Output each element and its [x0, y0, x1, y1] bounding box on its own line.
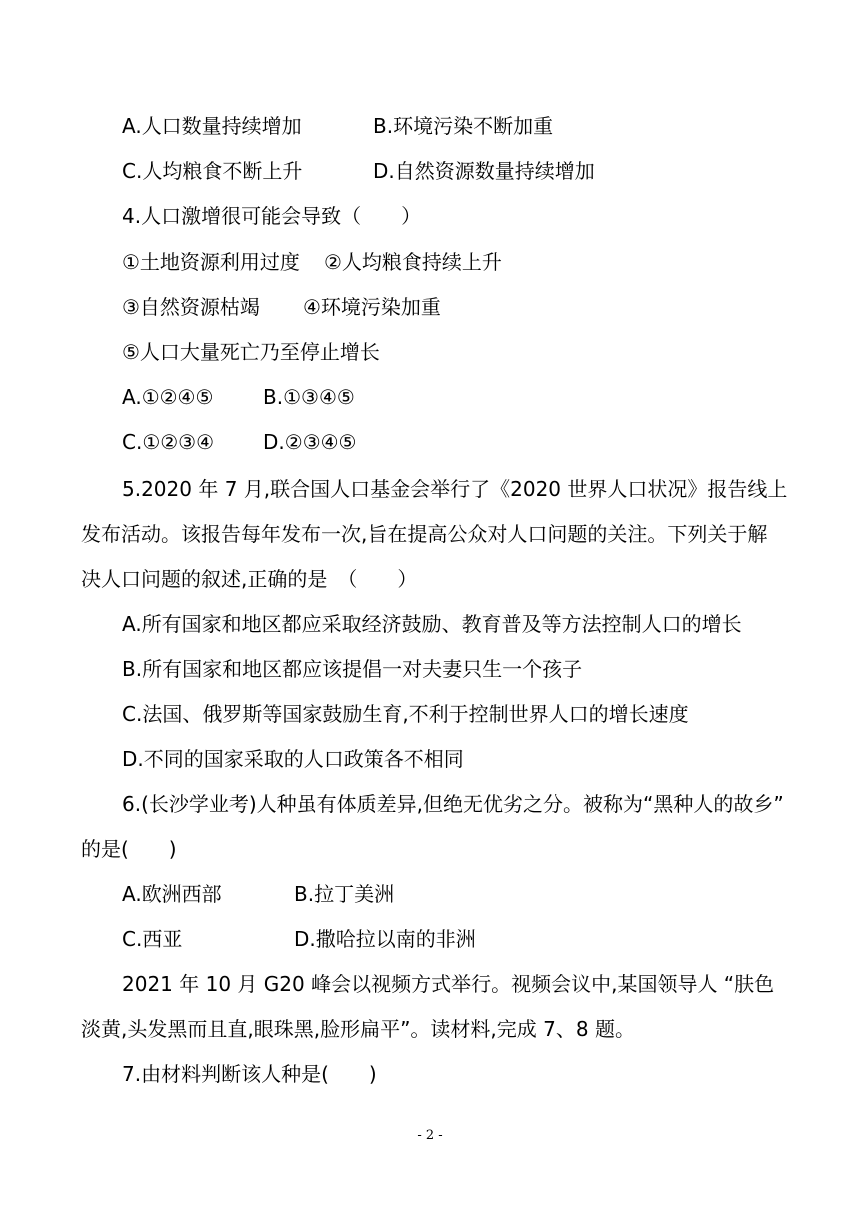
q4-option-row-2	[122, 428, 357, 456]
q5-option-b: B.所有国家和地区都应该提倡一对夫妻只生一个孩子	[122, 657, 583, 681]
q3-option-c: C.人均粮食不断上升	[122, 159, 303, 183]
q4-item-1: ①土地资源利用过度	[122, 250, 300, 274]
q4-item-4: ④环境污染加重	[303, 295, 441, 319]
q5-option-c: C.法国、俄罗斯等国家鼓励生育,不利于控制世界人口的增长速度	[122, 702, 689, 726]
q6-option-b: B.拉丁美洲	[294, 882, 395, 906]
q3-option-row-2	[122, 157, 595, 185]
q7-stem: 7.由材料判断该人种是( )	[122, 1062, 377, 1086]
q4-option-c: C.①②③④	[122, 430, 215, 454]
q4-option-a: A.①②④⑤	[122, 385, 214, 409]
material-line-2: 淡黄,头发黑而且直,眼珠黑,脸形扁平”。读材料,完成 7、8 题。	[81, 1017, 635, 1041]
material-line-1: 2021 年 10 月 G20 峰会以视频方式举行。视频会议中,某国领导人 “肤色	[122, 972, 775, 996]
q4-items-row-1	[122, 248, 502, 276]
q6-stem-line-1: 6.(长沙学业考)人种虽有体质差异,但绝无优劣之分。被称为“黑种人的故乡”	[122, 792, 784, 816]
q4-option-row-1	[122, 383, 355, 411]
q6-option-row-1	[122, 880, 395, 908]
q4-option-d: D.②③④⑤	[263, 430, 357, 454]
q3-option-d: D.自然资源数量持续增加	[373, 159, 595, 183]
q6-stem-line-2: 的是( )	[81, 837, 177, 861]
q5-option-a: A.所有国家和地区都应采取经济鼓励、教育普及等方法控制人口的增长	[122, 612, 742, 636]
q3-option-b: B.环境污染不断加重	[373, 114, 554, 138]
q4-item-3: ③自然资源枯竭	[122, 295, 260, 319]
q6-option-row-2	[122, 925, 476, 953]
page-number: - 2 -	[417, 1128, 443, 1143]
q4-items-row-2	[122, 293, 441, 321]
q3-option-a: A.人口数量持续增加	[122, 114, 302, 138]
q5-stem-line-1: 5.2020 年 7 月,联合国人口基金会举行了《2020 世界人口状况》报告线上	[122, 477, 788, 501]
q6-option-a: A.欧洲西部	[122, 882, 222, 906]
q4-option-b: B.①③④⑤	[263, 385, 355, 409]
q6-option-c: C.西亚	[122, 927, 183, 951]
q5-option-d: D.不同的国家采取的人口政策各不相同	[122, 747, 464, 771]
q6-option-d: D.撒哈拉以南的非洲	[294, 927, 476, 951]
q4-stem: 4.人口激增很可能会导致（ ）	[122, 204, 422, 228]
q3-option-row-1	[122, 112, 554, 140]
q4-item-5: ⑤人口大量死亡乃至停止增长	[122, 340, 380, 364]
q4-item-2: ②人均粮食持续上升	[324, 250, 502, 274]
q5-stem-line-3: 决人口问题的叙述,正确的是 （ ）	[81, 567, 418, 591]
q5-stem-line-2: 发布活动。该报告每年发布一次,旨在提高公众对人口问题的关注。下列关于解	[81, 522, 768, 546]
